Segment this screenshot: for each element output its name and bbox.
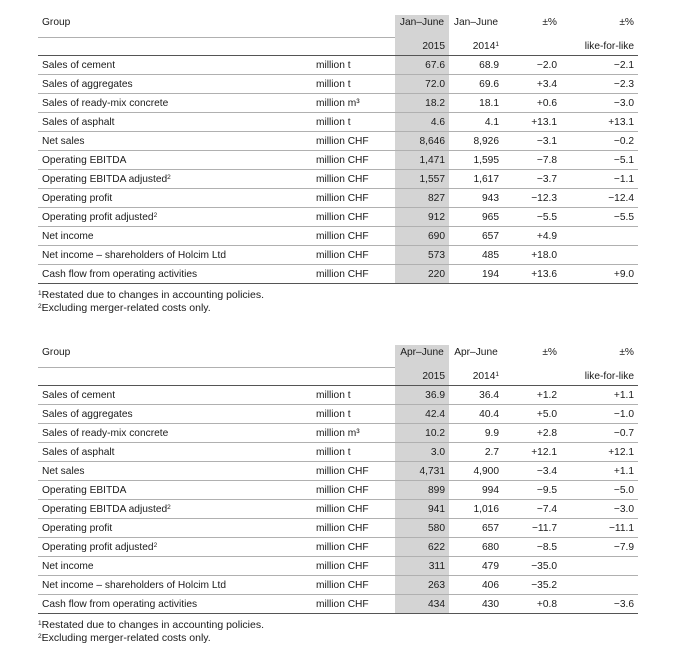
row-label [38, 462, 312, 481]
prior-period-value: 9.9 [449, 424, 503, 443]
lfl-change-value: −2.3 [561, 75, 638, 94]
current-period-value: 690 [395, 227, 449, 246]
lfl-change-value: +1.1 [561, 386, 638, 405]
row-label-text: Operating profit [42, 192, 113, 204]
row-unit: million t [312, 75, 395, 94]
change-pct-value: +5.0 [503, 405, 561, 424]
prior-period-value: 485 [449, 246, 503, 265]
prior-year-text: 2014 [472, 40, 496, 52]
current-period-value: 899 [395, 481, 449, 500]
row-label [38, 170, 312, 189]
unit-header-blank [312, 345, 395, 368]
footnote-marker: 2 [167, 503, 171, 511]
row-unit: million CHF [312, 500, 395, 519]
table-row [38, 538, 638, 557]
table-row [38, 576, 638, 595]
change-pct-value: +12.1 [503, 443, 561, 462]
prior-period-value: 18.1 [449, 94, 503, 113]
table-row [38, 405, 638, 424]
row-unit: million CHF [312, 246, 395, 265]
lfl-change-value: −1.0 [561, 405, 638, 424]
prior-period-value: 194 [449, 265, 503, 284]
current-period-value: 622 [395, 538, 449, 557]
row-unit: million m³ [312, 424, 395, 443]
table-row [38, 113, 638, 132]
current-period-value: 10.2 [395, 424, 449, 443]
change-pct-value: −8.5 [503, 538, 561, 557]
change-pct-value: +0.8 [503, 595, 561, 614]
change-pct-value: −3.4 [503, 462, 561, 481]
current-period-value: 220 [395, 265, 449, 284]
row-label-text: Net sales [42, 135, 85, 147]
row-label-text: Operating EBITDA adjusted [42, 173, 168, 185]
row-label-text: Sales of ready-mix concrete [42, 97, 169, 109]
current-period-value: 573 [395, 246, 449, 265]
unit-header-blank [312, 15, 395, 38]
row-label-text: Net sales [42, 465, 85, 477]
lfl-change-value: +9.0 [561, 265, 638, 284]
like-for-like-header: like-for-like [584, 40, 634, 52]
row-label-text: Sales of aggregates [42, 78, 133, 90]
subheader-blank [312, 368, 395, 386]
row-label-text: Sales of ready-mix concrete [42, 427, 169, 439]
footnote-marker: 1 [38, 620, 42, 627]
change-pct-header: ±% [542, 17, 557, 28]
lfl-change-header: ±% [619, 17, 634, 28]
prior-period-value: 1,016 [449, 500, 503, 519]
current-period-value: 912 [395, 208, 449, 227]
prior-period-value: 943 [449, 189, 503, 208]
prior-period-value: 430 [449, 595, 503, 614]
prior-year-header [449, 368, 503, 386]
current-period-value: 3.0 [395, 443, 449, 462]
row-label [38, 595, 312, 614]
row-unit: million t [312, 56, 395, 75]
row-label [38, 189, 312, 208]
current-period-value: 4,731 [395, 462, 449, 481]
row-label-text: Net income [42, 560, 94, 572]
table-header-row [38, 345, 638, 368]
lfl-change-value: −3.0 [561, 500, 638, 519]
current-period-value: 263 [395, 576, 449, 595]
subheader-blank [38, 38, 312, 56]
row-label [38, 75, 312, 94]
lfl-change-value: −5.0 [561, 481, 638, 500]
row-unit: million CHF [312, 132, 395, 151]
table-row [38, 557, 638, 576]
change-pct-value: −3.7 [503, 170, 561, 189]
table-row [38, 56, 638, 75]
prior-period-value: 4.1 [449, 113, 503, 132]
current-period-value: 827 [395, 189, 449, 208]
current-period-value: 311 [395, 557, 449, 576]
row-unit: million t [312, 405, 395, 424]
row-label [38, 519, 312, 538]
footnotes [38, 288, 626, 314]
lfl-change-value: −3.6 [561, 595, 638, 614]
table-row [38, 386, 638, 405]
row-label [38, 424, 312, 443]
group-header: Group [38, 15, 312, 38]
lfl-change-value: +12.1 [561, 443, 638, 462]
prior-period-value: 965 [449, 208, 503, 227]
row-label-text: Cash flow from operating activities [42, 598, 198, 610]
footnote-text: Restated due to changes in accounting policies. [41, 619, 265, 631]
row-unit: million CHF [312, 557, 395, 576]
table-row [38, 424, 638, 443]
lfl-change-value: −12.4 [561, 189, 638, 208]
prior-period-value: 40.4 [449, 405, 503, 424]
change-pct-value: +18.0 [503, 246, 561, 265]
row-label [38, 132, 312, 151]
table-subheader-row [38, 38, 638, 56]
row-unit: million t [312, 386, 395, 405]
footnote [38, 631, 626, 644]
row-unit: million CHF [312, 265, 395, 284]
table-row [38, 265, 638, 284]
current-period-value: 72.0 [395, 75, 449, 94]
row-label [38, 94, 312, 113]
row-label [38, 576, 312, 595]
change-pct-value: −7.8 [503, 151, 561, 170]
row-label [38, 56, 312, 75]
lfl-change-value: −5.1 [561, 151, 638, 170]
change-pct-value: −12.3 [503, 189, 561, 208]
current-year-header: 2015 [395, 368, 449, 386]
prior-period-value: 1,617 [449, 170, 503, 189]
prior-period-value: 657 [449, 227, 503, 246]
prior-period-value: 8,926 [449, 132, 503, 151]
table-row [38, 94, 638, 113]
prior-period-value: 406 [449, 576, 503, 595]
table-row [38, 519, 638, 538]
row-label-text: Sales of asphalt [42, 446, 115, 458]
change-pct-value: −35.0 [503, 557, 561, 576]
row-label [38, 265, 312, 284]
lfl-change-value: −7.9 [561, 538, 638, 557]
change-pct-value: +3.4 [503, 75, 561, 94]
row-label [38, 538, 312, 557]
lfl-change-header: ±% [619, 347, 634, 358]
footnote-marker: 2 [167, 173, 171, 181]
row-unit: million CHF [312, 170, 395, 189]
change-pct-value: −35.2 [503, 576, 561, 595]
row-label [38, 227, 312, 246]
table-row [38, 500, 638, 519]
row-label-text: Operating EBITDA [42, 154, 127, 166]
footnotes [38, 618, 626, 644]
row-label-text: Sales of cement [42, 389, 116, 401]
current-period-value: 42.4 [395, 405, 449, 424]
row-label-text: Operating EBITDA adjusted [42, 503, 168, 515]
row-unit: million t [312, 443, 395, 462]
current-period-header: Jan–June [395, 15, 449, 38]
table-row [38, 595, 638, 614]
table-row [38, 189, 638, 208]
prior-period-header: Apr–June [454, 347, 498, 358]
lfl-change-value [561, 557, 638, 576]
prior-period-value: 36.4 [449, 386, 503, 405]
change-pct-value: −7.4 [503, 500, 561, 519]
lfl-change-value: −11.1 [561, 519, 638, 538]
row-unit: million CHF [312, 595, 395, 614]
prior-year-header [449, 38, 503, 56]
table-row [38, 246, 638, 265]
row-label [38, 246, 312, 265]
row-label [38, 386, 312, 405]
lfl-change-value: −5.5 [561, 208, 638, 227]
current-period-value: 8,646 [395, 132, 449, 151]
change-pct-value: +13.6 [503, 265, 561, 284]
footnote [38, 301, 626, 314]
jan-june-results-table-block [38, 15, 634, 314]
row-unit: million CHF [312, 462, 395, 481]
row-label [38, 557, 312, 576]
row-label [38, 481, 312, 500]
footnote-marker: 1 [495, 40, 499, 48]
footnote-marker: 1 [495, 370, 499, 378]
footnote-text: Restated due to changes in accounting policies. [41, 289, 265, 301]
like-for-like-header: like-for-like [584, 370, 634, 382]
row-label-text: Net income – shareholders of Holcim Ltd [42, 249, 227, 261]
row-label-text: Operating profit [42, 522, 113, 534]
row-unit: million CHF [312, 151, 395, 170]
footnote-marker: 2 [38, 303, 42, 310]
table-row [38, 208, 638, 227]
row-label-text: Cash flow from operating activities [42, 268, 198, 280]
table-subheader-row [38, 368, 638, 386]
lfl-change-value: −0.7 [561, 424, 638, 443]
lfl-change-value: −2.1 [561, 56, 638, 75]
lfl-change-value [561, 227, 638, 246]
prior-period-value: 68.9 [449, 56, 503, 75]
change-pct-value: −5.5 [503, 208, 561, 227]
table-row [38, 227, 638, 246]
prior-period-value: 479 [449, 557, 503, 576]
change-pct-value: +0.6 [503, 94, 561, 113]
current-period-value: 67.6 [395, 56, 449, 75]
row-label [38, 500, 312, 519]
table-row [38, 151, 638, 170]
row-unit: million m³ [312, 94, 395, 113]
results-table [38, 15, 638, 284]
change-pct-value: +2.8 [503, 424, 561, 443]
footnote-marker: 2 [153, 211, 158, 219]
footnote [38, 618, 626, 631]
current-period-value: 18.2 [395, 94, 449, 113]
lfl-change-value: +1.1 [561, 462, 638, 481]
table-row [38, 170, 638, 189]
row-label-text: Sales of asphalt [42, 116, 115, 128]
row-label [38, 443, 312, 462]
change-pct-value: −2.0 [503, 56, 561, 75]
table-row [38, 462, 638, 481]
subheader-blank [503, 38, 561, 56]
table-header-row [38, 15, 638, 38]
footnote-text: Excluding merger-related costs only. [41, 632, 211, 644]
prior-period-header: Jan–June [453, 17, 499, 28]
row-unit: million t [312, 113, 395, 132]
change-pct-value: +4.9 [503, 227, 561, 246]
prior-period-value: 1,595 [449, 151, 503, 170]
prior-period-value: 657 [449, 519, 503, 538]
footnote [38, 288, 626, 301]
footnote-marker: 2 [38, 633, 42, 640]
apr-june-results-table-block [38, 345, 634, 644]
row-label [38, 208, 312, 227]
prior-period-value: 680 [449, 538, 503, 557]
row-label-text: Operating EBITDA [42, 484, 127, 496]
prior-period-value: 69.6 [449, 75, 503, 94]
row-label-text: Net income – shareholders of Holcim Ltd [42, 579, 227, 591]
row-label [38, 113, 312, 132]
row-label-text: Operating profit adjusted [42, 211, 154, 223]
current-period-value: 1,557 [395, 170, 449, 189]
table-row [38, 75, 638, 94]
lfl-change-value: +13.1 [561, 113, 638, 132]
subheader-blank [312, 38, 395, 56]
footnote-text: Excluding merger-related costs only. [41, 302, 211, 314]
current-period-value: 580 [395, 519, 449, 538]
row-label-text: Sales of aggregates [42, 408, 133, 420]
prior-period-value: 4,900 [449, 462, 503, 481]
lfl-change-value [561, 246, 638, 265]
current-period-value: 36.9 [395, 386, 449, 405]
row-label-text: Sales of cement [42, 59, 116, 71]
lfl-change-value: −1.1 [561, 170, 638, 189]
lfl-change-value: −3.0 [561, 94, 638, 113]
change-pct-header: ±% [542, 347, 557, 358]
row-unit: million CHF [312, 576, 395, 595]
results-table [38, 345, 638, 614]
row-label-text: Operating profit adjusted [42, 541, 154, 553]
row-label-text: Net income [42, 230, 94, 242]
table-row [38, 481, 638, 500]
current-period-value: 1,471 [395, 151, 449, 170]
subheader-blank [38, 368, 312, 386]
row-unit: million CHF [312, 189, 395, 208]
row-label [38, 151, 312, 170]
prior-period-value: 2.7 [449, 443, 503, 462]
lfl-change-value: −0.2 [561, 132, 638, 151]
row-unit: million CHF [312, 481, 395, 500]
row-unit: million CHF [312, 208, 395, 227]
current-period-value: 941 [395, 500, 449, 519]
group-header: Group [38, 345, 312, 368]
row-unit: million CHF [312, 227, 395, 246]
row-unit: million CHF [312, 538, 395, 557]
change-pct-value: +1.2 [503, 386, 561, 405]
prior-year-text: 2014 [472, 370, 496, 382]
row-unit: million CHF [312, 519, 395, 538]
lfl-change-value [561, 576, 638, 595]
change-pct-value: −9.5 [503, 481, 561, 500]
footnote-marker: 2 [153, 541, 158, 549]
subheader-blank [503, 368, 561, 386]
change-pct-value: −11.7 [503, 519, 561, 538]
change-pct-value: +13.1 [503, 113, 561, 132]
current-period-value: 4.6 [395, 113, 449, 132]
table-row [38, 132, 638, 151]
footnote-marker: 1 [38, 290, 42, 297]
change-pct-value: −3.1 [503, 132, 561, 151]
row-label [38, 405, 312, 424]
current-period-value: 434 [395, 595, 449, 614]
current-year-header: 2015 [395, 38, 449, 56]
table-row [38, 443, 638, 462]
prior-period-value: 994 [449, 481, 503, 500]
current-period-header: Apr–June [395, 345, 449, 368]
